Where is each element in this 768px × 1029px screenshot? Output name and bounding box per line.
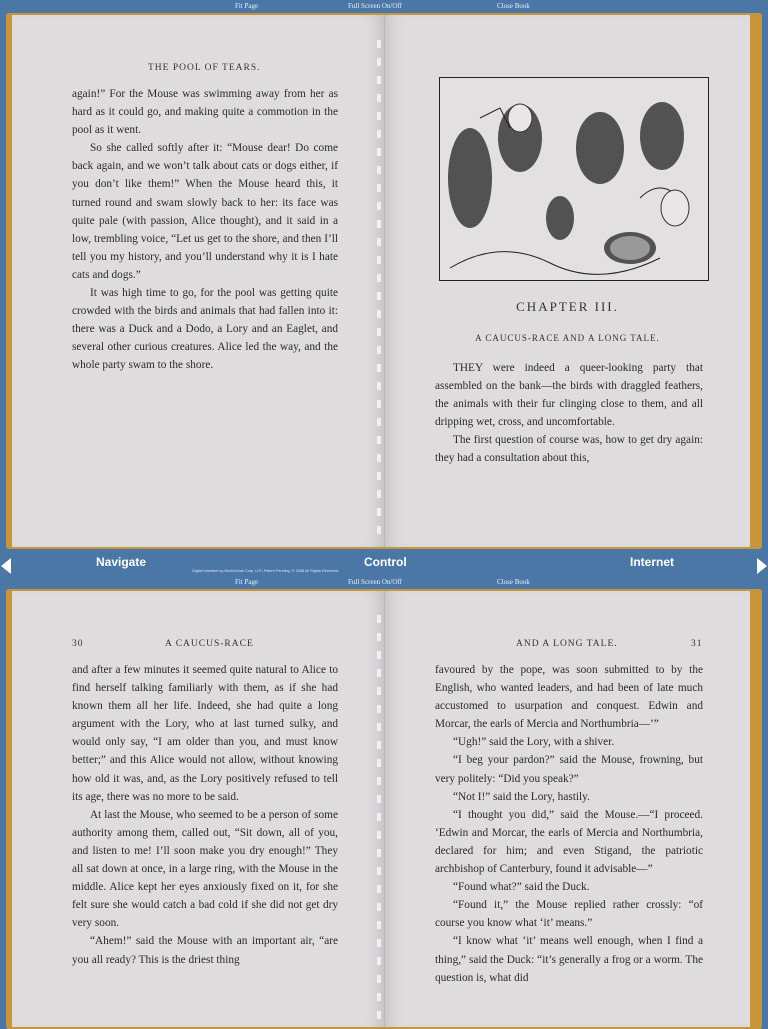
caucus-race-illustration (439, 77, 709, 281)
close-book-button[interactable]: Close Book (497, 2, 530, 10)
page-right (385, 591, 750, 1027)
fit-page-button[interactable]: Fit Page (235, 2, 259, 10)
page-left (12, 591, 385, 1027)
paragraph: “Ahem!” said the Mouse with an important air, “are you all ready? This is the driest thing (72, 935, 338, 966)
spine-stitching (377, 615, 381, 1024)
paragraph: The first question of course was, how to get dry again: they had a consultation about this, (435, 434, 703, 465)
page-right (385, 15, 750, 547)
navigate-menu[interactable]: Navigate (96, 555, 147, 569)
full-screen-toggle[interactable]: Full Screen On/Off (348, 578, 402, 586)
paragraph: At last the Mouse, who seemed to be a person of some authority among them, called out, “Sit down, all of you, and listen to me! I’ll soon make you dry enough!” They all sat down at once, in a large ring, with the Mouse in the middle. Alice kept her eyes anxiously fixed on it, for she felt sure she would catch a bad cold if she did not get dry very soon. (72, 808, 338, 930)
paragraph: “I beg your pardon?” said the Mouse, frowning, but very politely: “Did you speak?” (435, 754, 703, 785)
running-head: A CAUCUS-RACE (165, 639, 254, 649)
running-head: THE POOL OF TEARS. (148, 63, 261, 73)
book-spread-2 (6, 589, 762, 1029)
paragraph: It was high time to go, for the pool was getting quite crowded with the birds and animals that had fallen into it: there was a Duck and a Dodo, a Lory and an Eaglet, and several other curious creatures. Alice led the way, and the whole party swam to the shore. (72, 287, 338, 372)
paragraph: “I thought you did,” said the Mouse.—“I proceed. ‘Edwin and Morcar, the earls of Mercia and Northumbria, declared for him; and even Stigand, the patriotic archbishop of Canterbury, found it advisable—” (435, 808, 703, 876)
page-text (435, 661, 703, 987)
page-text (72, 85, 338, 375)
running-head: AND A LONG TALE. (516, 639, 618, 649)
paragraph: “Not I!” said the Lory, hastily. (453, 790, 590, 803)
paragraph: and after a few minutes it seemed quite natural to Alice to find herself talking familiarly with them, as if she had known them all her life. Indeed, she had quite a long argument with the Lory, who at last turned sulky, and would only say, “I am older than you, and must know better;” and this Alice would not allow, without knowing how old it was, and, as the Lory positively refused to tell its age, there was no more to be said. (72, 664, 338, 803)
chapter-title: CHAPTER III. (516, 299, 619, 314)
page-number: 31 (691, 639, 703, 649)
full-screen-toggle[interactable]: Full Screen On/Off (348, 2, 402, 10)
spine-stitching (377, 40, 381, 540)
paragraph: “Found it,” the Mouse replied rather crossly: “of course you know what ‘it’ means.” (435, 899, 703, 930)
internet-menu[interactable]: Internet (630, 555, 675, 569)
top-toolbar (0, 0, 768, 14)
paragraph: “Ugh!” said the Lory, with a shiver. (453, 736, 615, 749)
page-number: 30 (72, 639, 84, 649)
paragraph: favoured by the pope, was soon submitted to by the English, who wanted leaders, and had been of late much accustomed to usurpation and conquest. Edwin and Morcar, the earls of Mercia and Northumbria—’” (435, 664, 703, 731)
control-menu[interactable]: Control (364, 555, 407, 569)
book-spread-1 (6, 13, 762, 549)
paragraph: “I know what ‘it’ means well enough, when I find a thing,” said the Duck: “it’s generally a frog or a worm. The question is, what did (435, 935, 703, 984)
close-book-button[interactable]: Close Book (497, 578, 530, 586)
next-page-arrow-icon[interactable] (757, 558, 767, 574)
paragraph: “Found what?” said the Duck. (453, 881, 590, 894)
chapter-subtitle: A CAUCUS-RACE AND A LONG TALE. (475, 333, 660, 343)
top-toolbar-2 (0, 576, 768, 590)
paragraph: again!” For the Mouse was swimming away from her as hard as it could go, and making quite a commotion in the pool as it went. (72, 88, 338, 137)
fit-page-button[interactable]: Fit Page (235, 578, 259, 586)
paragraph: So she called softly after it: “Mouse dear! Do come back again, and we won’t talk about cats or dogs either, if you don’t like them!” When the Mouse heard this, it turned round and swam slowly back to her: its face was quite pale (with passion, Alice thought), and it said in a low, trembling voice, “Let us get to the shore, and then I’ll tell you my history, and you’ll understand why it is I hate cats and dogs.” (72, 142, 338, 281)
page-text (72, 661, 338, 969)
previous-page-arrow-icon[interactable] (1, 558, 11, 574)
copyright-notice: Digital Interface by BookVirtual Corp. U.S. Patent Pending. © 2008 All Rights Reserved. (192, 569, 340, 573)
paragraph: THEY were indeed a queer-looking party that assembled on the bank—the birds with draggled feathers, the animals with their fur clinging close to them, and all dripping wet, cross, and uncomfortable. (435, 362, 703, 429)
page-left (12, 15, 385, 547)
page-text (435, 359, 703, 468)
